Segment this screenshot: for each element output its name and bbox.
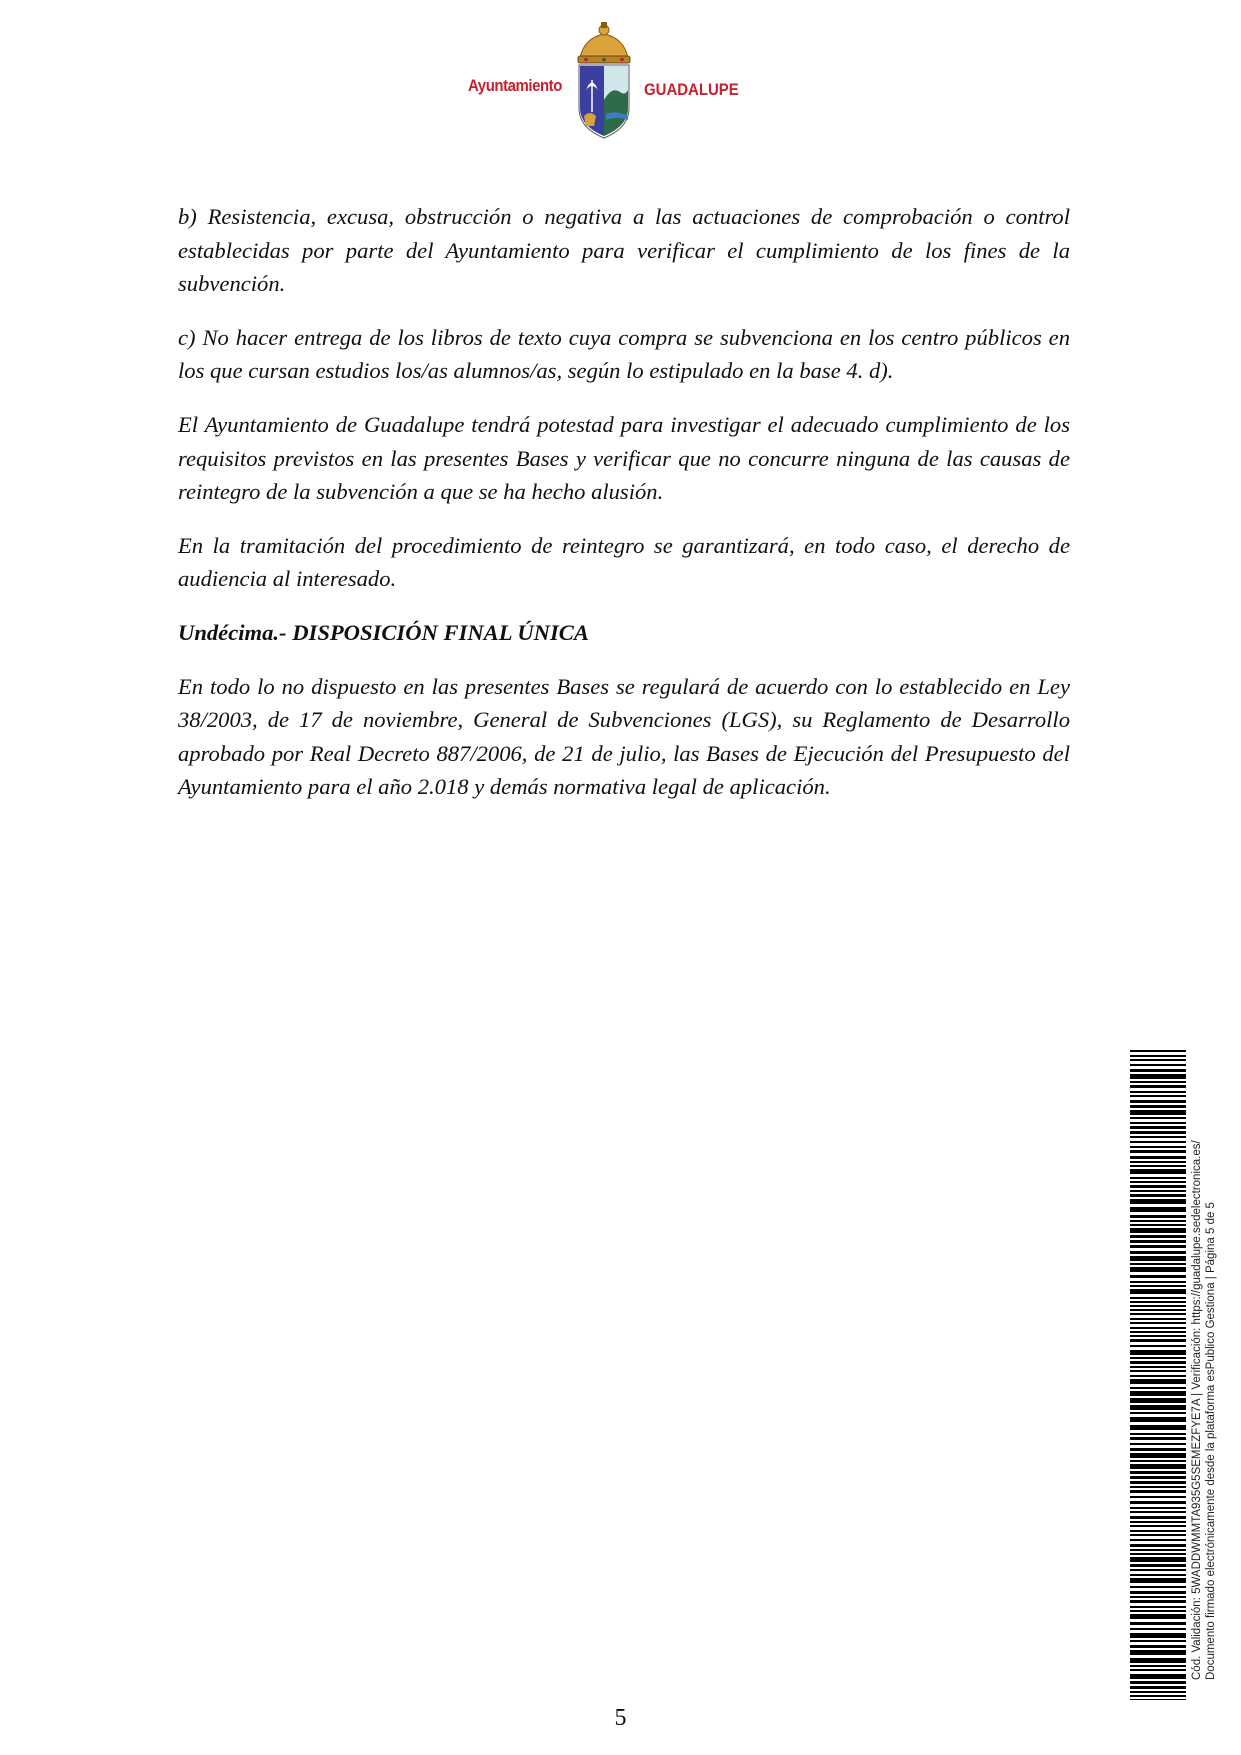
barcode-bar (1130, 1215, 1186, 1218)
barcode-bar (1130, 1640, 1186, 1642)
brand-left-text: Ayuntamiento (468, 76, 562, 95)
barcode-bar (1130, 1081, 1186, 1083)
barcode-bar (1130, 1059, 1186, 1061)
barcode-bar (1130, 1074, 1186, 1079)
barcode-bar (1130, 1156, 1186, 1159)
barcode-bar (1130, 1224, 1186, 1226)
barcode-bar (1130, 1387, 1186, 1389)
barcode-bar (1130, 1190, 1186, 1192)
paragraph-final: En todo lo no dispuesto en las presentes Bases se regulará de acuerdo con lo establecido en Ley 38/2003, de 17 de noviembre, General de Subvenciones (LGS), su Reglamento de Desarrollo aprobado por Real Decreto 887/2006, de 21 de julio, las Bases de Ejecución del Presupuesto del Ayuntamiento para el año 2.018 y demás normativa legal de aplicación. (178, 673, 1070, 800)
barcode-bar (1130, 1322, 1186, 1324)
barcode-bar (1130, 1361, 1186, 1364)
barcode-bar (1130, 1117, 1186, 1119)
barcode-bar (1130, 1544, 1186, 1547)
barcode-bar (1130, 1691, 1186, 1693)
barcode-bar (1130, 1539, 1186, 1541)
barcode-bar (1130, 1122, 1186, 1124)
barcode-bar (1130, 1412, 1186, 1414)
barcode-bar (1130, 1665, 1186, 1667)
barcode-bar (1130, 1136, 1186, 1138)
barcode-bar (1130, 1126, 1186, 1129)
barcode-bar (1130, 1586, 1186, 1588)
barcode-bar (1130, 1569, 1186, 1571)
barcode-bar (1130, 1199, 1186, 1204)
document-body (178, 200, 1070, 824)
barcode-bar (1130, 1177, 1186, 1179)
barcode-bar (1130, 1165, 1186, 1167)
barcode-bar (1130, 1263, 1186, 1265)
barcode-bar (1130, 1669, 1186, 1671)
paragraph-investigation: El Ayuntamiento de Guadalupe tendrá potestad para investigar el adecuado cumplimiento de los requisitos previstos en las presentes Bases y verificar que no concurre ninguna de las causas de reintegro de la subvención a que se ha hecho alusión. (178, 411, 1070, 505)
barcode-bar (1130, 1490, 1186, 1493)
crest-logo (570, 20, 638, 140)
barcode-bar (1130, 1425, 1186, 1430)
validation-barcode (1130, 1050, 1186, 1700)
barcode-bar (1130, 1534, 1186, 1536)
barcode-bar (1130, 1289, 1186, 1294)
barcode-bar (1130, 1366, 1186, 1368)
barcode-bar (1130, 1471, 1186, 1474)
barcode-bar (1130, 1628, 1186, 1630)
barcode-bar (1130, 1301, 1186, 1303)
barcode-bar (1130, 1417, 1186, 1422)
barcode-bar (1130, 1235, 1186, 1238)
verification-text (1190, 1060, 1218, 1680)
barcode-bar (1130, 1610, 1186, 1612)
barcode-bar (1130, 1331, 1186, 1333)
barcode-bar (1130, 1622, 1186, 1625)
barcode-bar (1130, 1207, 1186, 1212)
barcode-bar (1130, 1686, 1186, 1689)
brand-right-text: GUADALUPE (644, 80, 739, 99)
barcode-bar (1130, 1486, 1186, 1488)
barcode-bar (1130, 1650, 1186, 1655)
barcode-bar (1130, 1150, 1186, 1153)
barcode-bar (1130, 1105, 1186, 1108)
barcode-bar (1130, 1169, 1186, 1174)
barcode-bar (1130, 1453, 1186, 1458)
barcode-bar (1130, 1220, 1186, 1222)
barcode-bar (1130, 1228, 1186, 1233)
barcode-bar (1130, 1553, 1186, 1555)
barcode-bar (1130, 1370, 1186, 1372)
page-number: 5 (614, 1705, 627, 1731)
barcode-bar (1130, 1285, 1186, 1287)
barcode-bar (1130, 1448, 1186, 1451)
barcode-bar (1130, 1181, 1186, 1183)
barcode-bar (1130, 1267, 1186, 1272)
barcode-bar (1130, 1141, 1186, 1143)
barcode-bar (1130, 1391, 1186, 1396)
barcode-bar (1130, 1674, 1186, 1679)
barcode-bar (1130, 1614, 1186, 1619)
barcode-bar (1130, 1549, 1186, 1551)
barcode-bar (1130, 1275, 1186, 1278)
barcode-bar (1130, 1501, 1186, 1504)
barcode-bar (1130, 1564, 1186, 1567)
paragraph-c: c) No hacer entrega de los libros de texto cuya compra se subvenciona en los centro públicos en los que cursan estudios los/as alumnos/as, según lo estipulado en la base 4. d). (178, 324, 1070, 384)
barcode-bar (1130, 1100, 1186, 1103)
barcode-bar (1130, 1240, 1186, 1243)
barcode-bar (1130, 1476, 1186, 1479)
barcode-bar (1130, 1645, 1186, 1648)
barcode-bar (1130, 1695, 1186, 1697)
barcode-bar (1130, 1578, 1186, 1583)
barcode-bar (1130, 1699, 1186, 1700)
barcode-bar (1130, 1305, 1186, 1307)
paragraph-hearing-right: En la tramitación del procedimiento de reintegro se garantizará, en todo caso, el derecho de audiencia al interesado. (178, 532, 1070, 592)
barcode-bar (1130, 1521, 1186, 1523)
barcode-bar (1130, 1327, 1186, 1329)
barcode-bar (1130, 1357, 1186, 1359)
barcode-bar (1130, 1297, 1186, 1299)
barcode-bar (1130, 1185, 1186, 1188)
barcode-bar (1130, 1091, 1186, 1093)
barcode-bar (1130, 1375, 1186, 1377)
barcode-bar (1130, 1681, 1186, 1684)
barcode-bar (1130, 1245, 1186, 1248)
barcode-bar (1130, 1064, 1186, 1066)
page-header (0, 20, 1241, 150)
barcode-bar (1130, 1256, 1186, 1261)
barcode-bar (1130, 1069, 1186, 1072)
barcode-bar (1130, 1633, 1186, 1638)
barcode-bar (1130, 1161, 1186, 1163)
barcode-bar (1130, 1251, 1186, 1254)
barcode-bar (1130, 1600, 1186, 1603)
barcode-bar (1130, 1055, 1186, 1057)
barcode-bar (1130, 1507, 1186, 1509)
barcode-bar (1130, 1596, 1186, 1598)
barcode-bar (1130, 1460, 1186, 1462)
barcode-bar (1130, 1443, 1186, 1445)
verification-line-2: Documento firmado electrónicamente desde la plataforma esPublico Gestiona | Página 5 de 5 (1205, 1202, 1217, 1680)
barcode-bar (1130, 1131, 1186, 1134)
barcode-bar (1130, 1050, 1186, 1052)
barcode-bar (1130, 1530, 1186, 1532)
barcode-bar (1130, 1437, 1186, 1440)
verification-line-1: Cód. Validación: 5WADDWMMTA935G5SEMEZFYE7A | Verificación: https://guadalupe.sedelectronica.es/ (1191, 1140, 1203, 1680)
barcode-bar (1130, 1398, 1186, 1403)
barcode-bar (1130, 1095, 1186, 1097)
barcode-bar (1130, 1313, 1186, 1315)
barcode-bar (1130, 1110, 1186, 1115)
barcode-bar (1130, 1606, 1186, 1608)
barcode-bar (1130, 1318, 1186, 1320)
barcode-bar (1130, 1516, 1186, 1519)
barcode-bar (1130, 1658, 1186, 1663)
barcode-bar (1130, 1085, 1186, 1088)
barcode-bar (1130, 1525, 1186, 1527)
barcode-bar (1130, 1350, 1186, 1355)
barcode-bar (1130, 1335, 1186, 1337)
barcode-bar (1130, 1146, 1186, 1148)
barcode-bar (1130, 1345, 1186, 1347)
barcode-bar (1130, 1481, 1186, 1484)
barcode-bar (1130, 1405, 1186, 1410)
barcode-bar (1130, 1281, 1186, 1283)
barcode-bar (1130, 1433, 1186, 1435)
barcode-bar (1130, 1309, 1186, 1311)
barcode-bar (1130, 1194, 1186, 1197)
barcode-bar (1130, 1557, 1186, 1562)
section-heading: Undécima.- DISPOSICIÓN FINAL ÚNICA (178, 619, 589, 645)
barcode-bar (1130, 1591, 1186, 1594)
barcode-bar (1130, 1464, 1186, 1469)
barcode-bar (1130, 1379, 1186, 1384)
barcode-bar (1130, 1511, 1186, 1513)
paragraph-b: b) Resistencia, excusa, obstrucción o negativa a las actuaciones de comprobación o control establecidas por parte del Ayuntamiento para verificar el cumplimiento de los fines de la subvención. (178, 204, 1070, 297)
barcode-bar (1130, 1339, 1186, 1342)
barcode-bar (1130, 1496, 1186, 1498)
barcode-bar (1130, 1574, 1186, 1576)
